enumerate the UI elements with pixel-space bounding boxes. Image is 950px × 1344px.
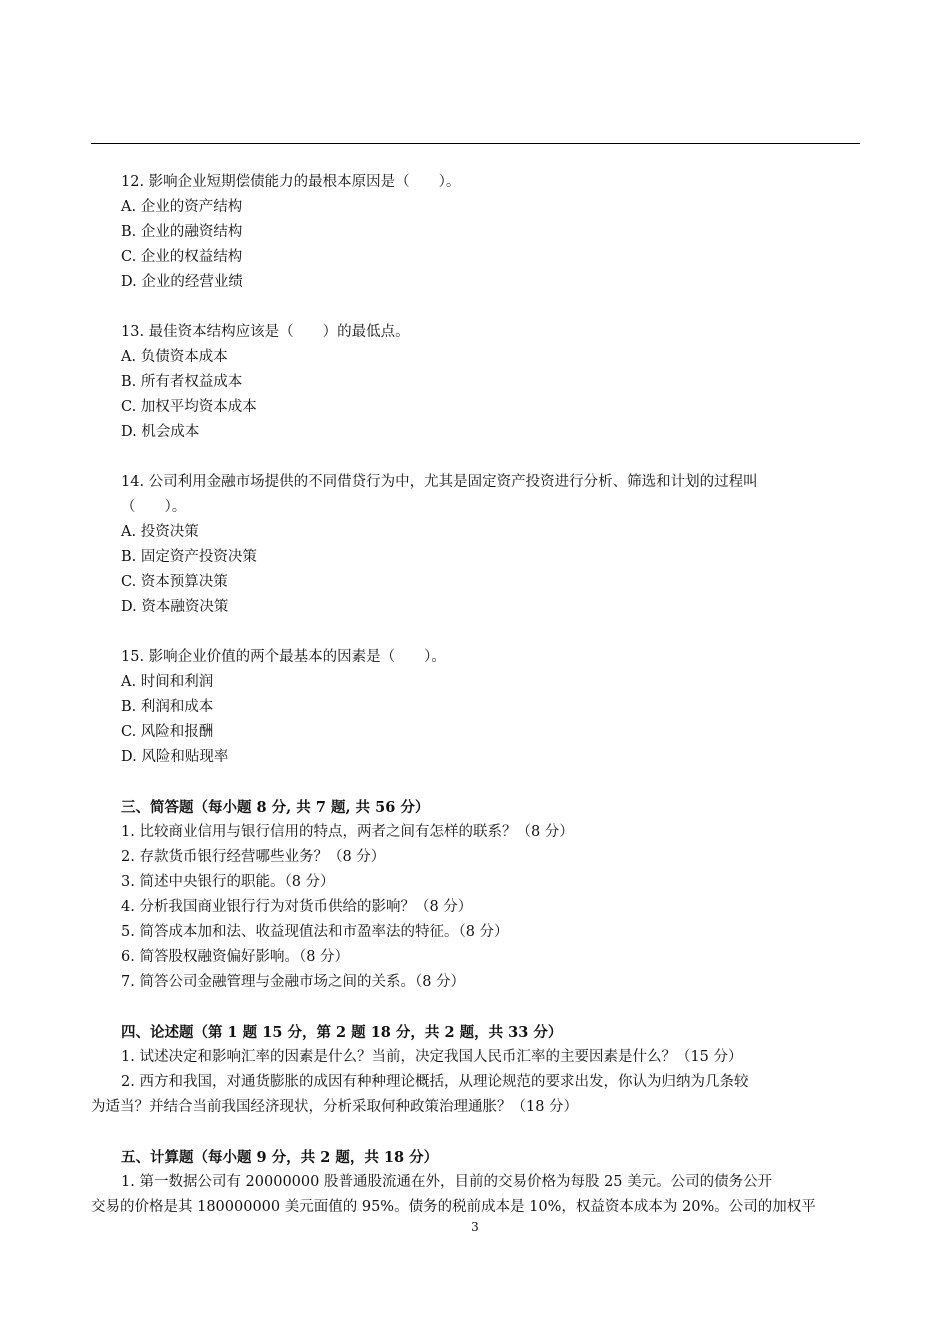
option-b: B. 企业的融资结构 — [121, 224, 243, 240]
short-answer-item: 6. 简答股权融资偏好影响。（8 分） — [121, 949, 350, 965]
short-answer-item: 7. 简答公司金融管理与金融市场之间的关系。（8 分） — [121, 974, 466, 990]
option-c: C. 企业的权益结构 — [121, 249, 243, 265]
essay-item-2-continued: 为适当？并结合当前我国经济现状，分析采取何种政策治理通胀？（18 分） — [91, 1099, 579, 1115]
calculation-item-1: 1. 第一数据公司有 20000000 股普通股流通在外，目前的交易价格为每股 25 美元。公司的债务公开 — [121, 1174, 773, 1190]
short-answer-item: 3. 简述中央银行的职能。（8 分） — [121, 874, 335, 890]
question-14 — [121, 470, 860, 620]
question-stem: 15. 影响企业价值的两个最基本的因素是（ ）。 — [121, 649, 446, 665]
option-a: A. 投资决策 — [121, 524, 199, 540]
short-answer-item: 4. 分析我国商业银行行为对货币供给的影响？（8 分） — [121, 899, 473, 915]
short-answer-item: 1. 比较商业信用与银行信用的特点，两者之间有怎样的联系？（8 分） — [121, 824, 574, 840]
section-essay — [91, 1020, 860, 1120]
short-answer-item: 2. 存款货币银行经营哪些业务？（8 分） — [121, 849, 386, 865]
question-stem: 13. 最佳资本结构应该是（ ）的最低点。 — [121, 324, 410, 340]
page-number: 3 — [471, 1220, 479, 1234]
option-b: B. 利润和成本 — [121, 699, 214, 715]
calculation-item-1-continued: 交易的价格是其 180000000 美元面值的 95%。债务的税前成本是 10%，权益资本成本为 20%。公司的加权平 — [91, 1199, 816, 1215]
question-stem: 14. 公司利用金融市场提供的不同借贷行为中，尤其是固定资产投资进行分析、筛选和计划的过程叫 — [121, 474, 758, 490]
question-12 — [121, 170, 860, 295]
section-title: 五、计算题（每小题 9 分，共 2 题，共 18 分） — [121, 1149, 439, 1166]
option-d: D. 资本融资决策 — [121, 599, 229, 615]
option-b: B. 固定资产投资决策 — [121, 549, 257, 565]
essay-item-1: 1. 试述决定和影响汇率的因素是什么？当前，决定我国人民币汇率的主要因素是什么？（15 分） — [121, 1049, 743, 1065]
option-a: A. 企业的资产结构 — [121, 199, 243, 215]
essay-item-2: 2. 西方和我国，对通货膨胀的成因有种种理论概括，从理论规范的要求出发，你认为归纳为几条较 — [121, 1074, 749, 1090]
section-short-answer — [121, 795, 860, 995]
option-a: A. 负债资本成本 — [121, 349, 228, 365]
option-b: B. 所有者权益成本 — [121, 374, 243, 390]
question-stem-continued: （ ）。 — [121, 499, 187, 515]
section-title: 三、简答题（每小题 8 分, 共 7 题, 共 56 分） — [121, 799, 430, 816]
option-a: A. 时间和利润 — [121, 674, 214, 690]
option-c: C. 资本预算决策 — [121, 574, 228, 590]
short-answer-item: 5. 简答成本加和法、收益现值法和市盈率法的特征。（8 分） — [121, 924, 509, 940]
header-rule — [91, 143, 860, 144]
question-stem: 12. 影响企业短期偿债能力的最根本原因是（ ）。 — [121, 174, 461, 190]
option-c: C. 加权平均资本成本 — [121, 399, 257, 415]
question-13 — [121, 320, 860, 445]
document-body — [91, 170, 860, 1245]
section-title: 四、论述题（第 1 题 15 分，第 2 题 18 分，共 2 题，共 33 分） — [121, 1024, 563, 1041]
option-d: D. 风险和贴现率 — [121, 749, 229, 765]
section-calculation — [91, 1145, 860, 1220]
option-c: C. 风险和报酬 — [121, 724, 214, 740]
option-d: D. 企业的经营业绩 — [121, 274, 243, 290]
question-15 — [121, 645, 860, 770]
option-d: D. 机会成本 — [121, 424, 200, 440]
